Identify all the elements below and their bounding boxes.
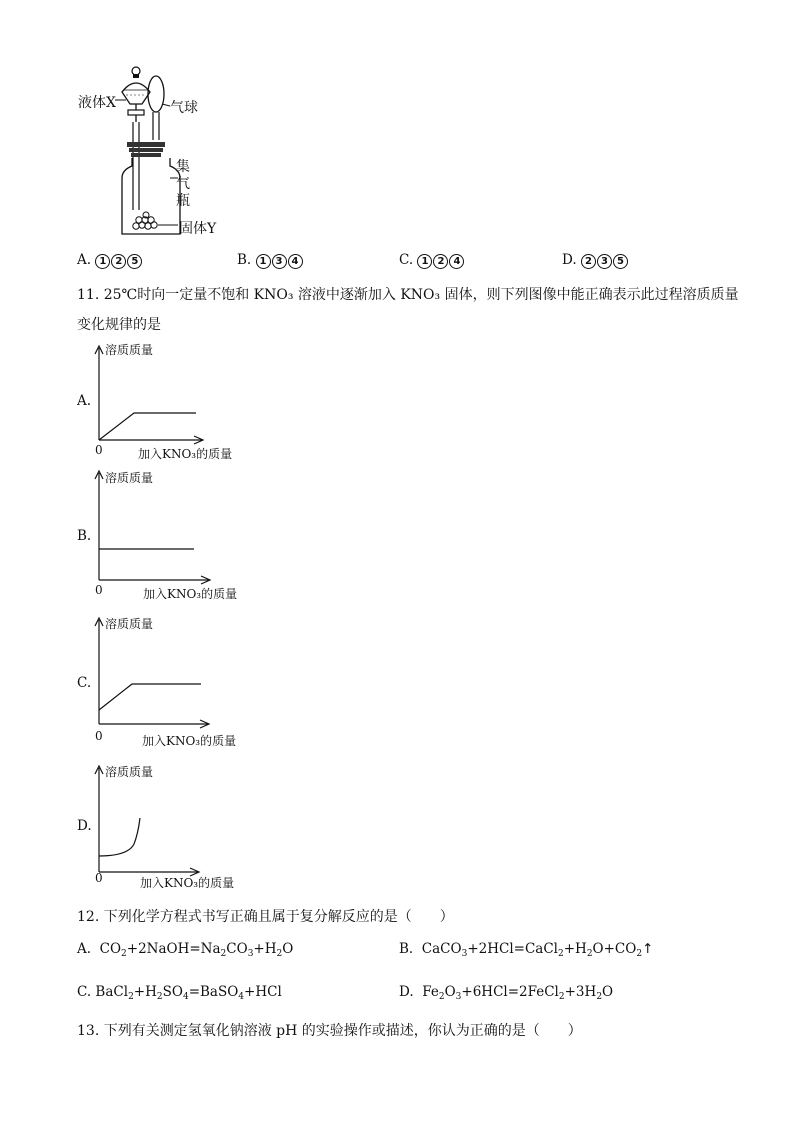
- circled-number: 3: [272, 254, 287, 269]
- q12-option-b[interactable]: B. $CaCO_3+2HCl=CaCl_2+H_2O+CO_2↑$: [399, 941, 654, 959]
- circled-number: 1: [417, 254, 432, 269]
- label-bottle-1: 集: [176, 159, 190, 175]
- y-axis-label: 溶质质量: [105, 617, 154, 631]
- gas-arrow-icon: ↑: [642, 941, 654, 957]
- circled-number: 5: [613, 254, 628, 269]
- circled-number: 2: [581, 254, 596, 269]
- y-axis-label: 溶质质量: [105, 343, 154, 357]
- q12-option-a[interactable]: A. $CO_2+2NaOH=Na_2CO_3+H_2O$: [77, 941, 294, 959]
- label-balloon: 气球: [170, 100, 198, 116]
- x-axis-label: 加入KNO₃的质量: [142, 734, 237, 748]
- curve: [99, 818, 140, 856]
- y-axis-label: 溶质质量: [105, 765, 154, 779]
- q10-option-a[interactable]: A. 1 2 5: [77, 252, 143, 269]
- circled-number: 4: [449, 254, 464, 269]
- curve: [99, 684, 201, 710]
- graph-letter: C.: [77, 675, 92, 691]
- label-solid-y: 固体Y: [179, 221, 217, 237]
- circled-number: 3: [597, 254, 612, 269]
- q13-stem: 13. 下列有关测定氢氧化钠溶液 pH 的实验操作或描述，你认为正确的是（ ）: [77, 1023, 582, 1039]
- q10-option-d[interactable]: D. 2 3 5: [562, 252, 629, 269]
- circled-number: 4: [288, 254, 303, 269]
- origin-label: 0: [95, 871, 103, 885]
- origin-label: 0: [95, 443, 103, 457]
- label-bottle-3: 瓶: [176, 193, 190, 209]
- circled-number: 2: [111, 254, 126, 269]
- q10-option-c[interactable]: C. 1 2 4: [399, 252, 465, 269]
- origin-label: 0: [95, 583, 103, 597]
- q10-option-b[interactable]: B. 1 3 4: [237, 252, 304, 269]
- curve: [99, 413, 196, 440]
- graph-letter: A.: [77, 393, 92, 409]
- circled-number: 1: [256, 254, 271, 269]
- x-axis-label: 加入KNO₃的质量: [143, 587, 238, 601]
- circled-number: 5: [127, 254, 142, 269]
- origin-label: 0: [95, 729, 103, 743]
- gas-collection-apparatus: [70, 62, 250, 242]
- y-axis-label: 溶质质量: [105, 471, 154, 485]
- q12-option-c[interactable]: C. $BaCl_2+H_2SO_4=BaSO_4+HCl$: [77, 984, 282, 1002]
- q12-option-d[interactable]: D. $Fe_2O_3+6HCl=2FeCl_2+3H_2O$: [399, 984, 614, 1002]
- label-liquid-x: 液体X: [78, 95, 116, 111]
- graph-letter: D.: [77, 818, 92, 834]
- q11-stem-line2: 变化规律的是: [77, 317, 161, 333]
- x-axis-label: 加入KNO₃的质量: [138, 447, 233, 461]
- circled-number: 1: [95, 254, 110, 269]
- x-axis-label: 加入KNO₃的质量: [140, 876, 235, 890]
- q11-stem-line1: 11. 25℃时向一定量不饱和 KNO₃ 溶液中逐渐加入 KNO₃ 固体，则下列图像中能正确表示此过程溶质质量: [77, 287, 739, 303]
- circled-number: 2: [433, 254, 448, 269]
- label-bottle-2: 气: [176, 176, 190, 192]
- graph-letter: B.: [77, 528, 92, 544]
- q12-stem: 12. 下列化学方程式书写正确且属于复分解反应的是（ ）: [77, 909, 454, 925]
